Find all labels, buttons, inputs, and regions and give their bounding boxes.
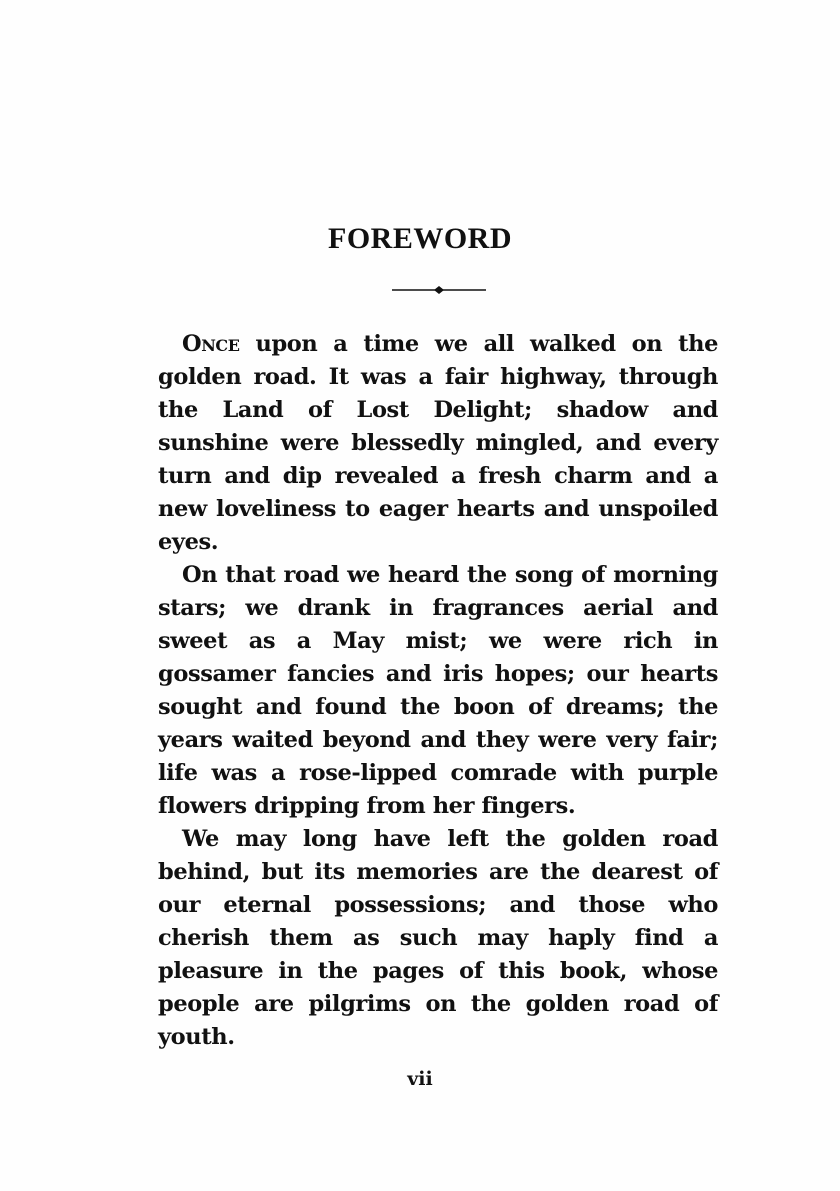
- page-number: vii: [407, 1068, 433, 1090]
- paragraph-1: [158, 328, 718, 559]
- paragraph-text: On that road we heard the song of morning stars; we drank in fragrances aerial and sweet as a May mist; we were rich in gossamer fancies and iris hopes; our hearts sought and found the boon of dreams; the years waited beyond and they were very fair; life was a rose-lipped comrade with purple flowers dripping from her fingers.: [158, 562, 718, 819]
- page-title: FOREWORD: [328, 222, 512, 255]
- paragraph-text: upon a time we all walked on the golden road. It was a fair highway, through the Land of Lost Delight; shadow and sunshine were blessedly mingled, and every turn and dip revealed a fresh charm and a new loveliness to eager hearts and unspoiled eyes.: [158, 331, 718, 555]
- rule-diamond-ornament: [392, 284, 486, 296]
- foreword-body: [158, 328, 718, 1054]
- paragraph-text: We may long have left the golden road behind, but its memories are the dearest of our eternal possessions; and those who cherish them as such may haply find a pleasure in the pages of this book, whose people are pilgrims on the golden road of youth.: [158, 826, 718, 1050]
- paragraph-3: [158, 823, 718, 1054]
- paragraph-2: [158, 559, 718, 823]
- drop-lead-word: Once: [182, 331, 240, 357]
